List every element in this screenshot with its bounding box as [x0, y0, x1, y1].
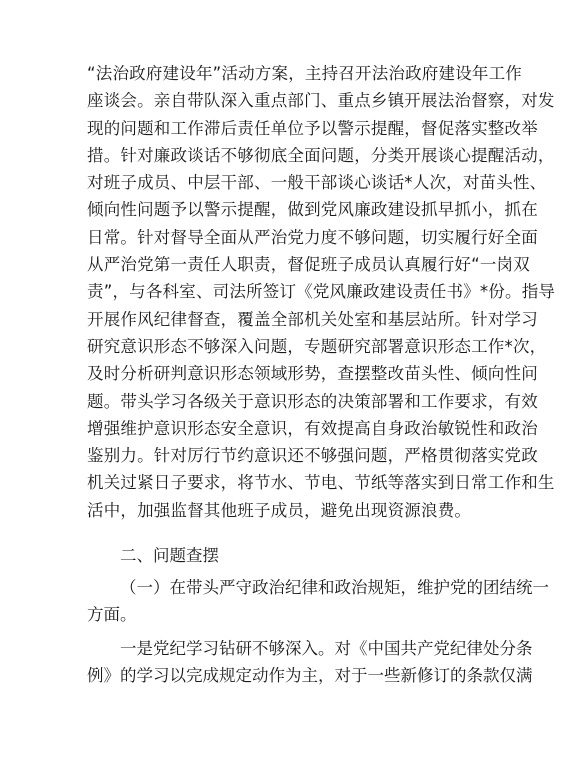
paragraph-line: （一）在带头严守政治纪律和政治规矩，维护党的团结统一: [120, 578, 549, 597]
paragraph-line: 现的问题和工作滞后责任单位予以警示提醒，督促落实整改举: [87, 118, 538, 138]
paragraph-line: 及时分析研判意识形态领域形势，查摆整改苗头性、倾向性问: [87, 364, 538, 384]
paragraph-line: 鉴别力。针对厉行节约意识还不够强问题，严格贯彻落实党政: [87, 446, 538, 466]
section-heading-text: 二、问题查摆: [120, 546, 219, 565]
paragraph-line: 例》的学习以完成规定动作为主，对于一些新修订的条款仅满: [87, 666, 533, 686]
paragraph-line: 活中，加强监督其他班子成员，避免出现资源浪费。: [87, 500, 472, 520]
paragraph-line: 措。针对廉政谈话不够彻底全面问题，分类开展谈心提醒活动，: [87, 145, 555, 165]
paragraph-line: 座谈会。亲自带队深入重点部门、重点乡镇开展法治督察，对发: [87, 91, 555, 111]
paragraph-line: 倾向性问题予以警示提醒，做到党风廉政建设抓早抓小，抓在: [87, 200, 538, 220]
paragraph-line: 对班子成员、中层干部、一般干部谈心谈话*人次，对苗头性、: [87, 173, 547, 193]
paragraph-line: 开展作风纪律督查，覆盖全部机关处室和基层站所。针对学习: [87, 309, 538, 329]
paragraph-line: 从严治党第一责任人职责，督促班子成员认真履行好“一岗双: [87, 255, 530, 275]
paragraph-line: 一是党纪学习钻研不够深入。对《中国共产党纪律处分条: [120, 639, 533, 658]
section-heading: [87, 542, 499, 569]
paragraph-line: 方面。: [87, 605, 137, 625]
paragraph-line: 机关过紧日子要求，将节水、节电、节纸等落实到日常工作和生: [87, 473, 555, 493]
paragraph-line: 日常。针对督导全面从严治党力度不够问题，切实履行好全面: [87, 227, 538, 247]
body-paragraph-2: [87, 635, 533, 690]
paragraph-line: 增强维护意识形态安全意识，有效提高自身政治敏锐性和政治: [87, 418, 538, 438]
body-paragraph-1: [87, 60, 556, 524]
paragraph-line: “法治政府建设年”活动方案，主持召开法治政府建设年工作: [87, 64, 522, 83]
paragraph-line: 题。带头学习各级关于意识形态的决策部署和工作要求，有效: [87, 391, 538, 411]
subsection-heading: [87, 574, 549, 629]
paragraph-line: 研究意识形态不够深入问题，专题研究部署意识形态工作*次，: [87, 336, 547, 356]
paragraph-line: 责”，与各科室、司法所签订《党风廉政建设责任书》*份。指导: [87, 282, 556, 302]
